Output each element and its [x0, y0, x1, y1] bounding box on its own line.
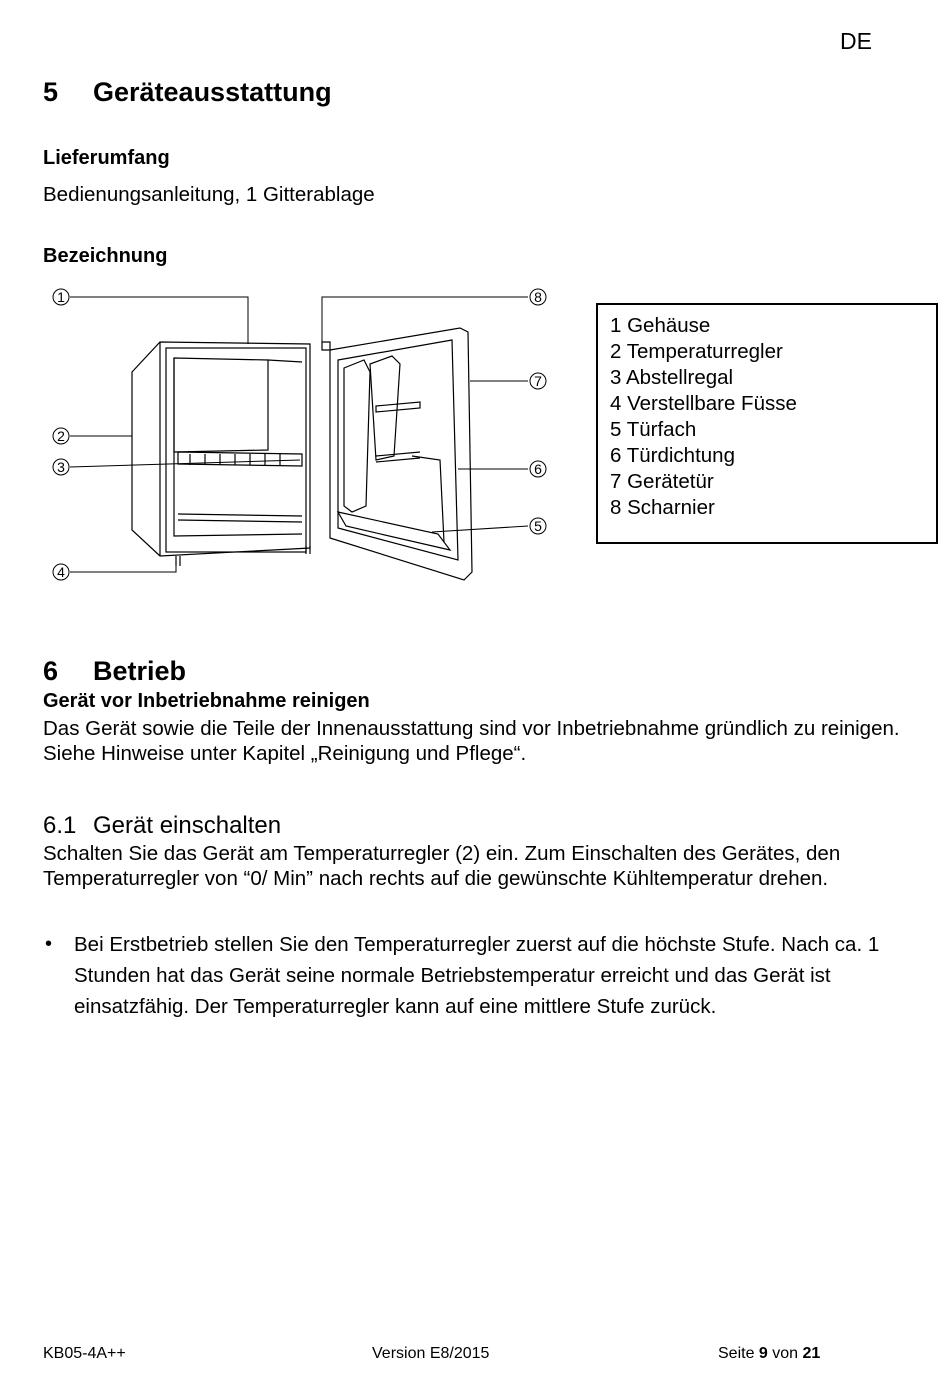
switch-on-paragraph: Schalten Sie das Gerät am Temperaturregler (2) ein. Zum Einschalten des Gerätes, den Temperaturregler von “0/ Min” nach rechts auf die gewünschte Kühltemperatur drehen. — [43, 842, 841, 890]
legend-item: 3 Abstellregal — [610, 366, 734, 389]
fridge-door-drawing — [322, 328, 472, 580]
callout-leader-lines — [70, 297, 528, 572]
callout-4-label: 4 — [57, 564, 65, 580]
cleaning-subheading: Gerät vor Inbetriebnahme reinigen — [43, 690, 370, 712]
legend-item: 1 Gehäuse — [610, 314, 711, 337]
callout-6-label: 6 — [534, 461, 542, 477]
section-title: Geräteausstattung — [93, 77, 332, 107]
page-mid: von — [767, 1345, 803, 1362]
legend-item: 8 Scharnier — [610, 496, 715, 519]
footer-model: KB05-4A++ — [43, 1345, 126, 1362]
language-code: DE — [840, 28, 872, 54]
bullet-icon: • — [45, 933, 53, 955]
fridge-diagram — [40, 280, 570, 590]
legend-item: 2 Temperaturregler — [610, 340, 783, 363]
section-title: Betrieb — [93, 656, 187, 686]
callout-2-label: 2 — [57, 428, 65, 444]
bezeichnung-heading: Bezeichnung — [43, 245, 168, 267]
section-title: Gerät einschalten — [93, 812, 282, 839]
section-6-1-heading — [43, 812, 281, 840]
legend-item: 6 Türdichtung — [610, 444, 735, 467]
page-current: 9 — [758, 1345, 768, 1362]
part-legend-box — [596, 303, 938, 544]
legend-item: 4 Verstellbare Füsse — [610, 392, 797, 415]
section-6-heading — [43, 656, 186, 687]
callout-3-label: 3 — [57, 459, 65, 475]
section-number: 6 — [43, 656, 59, 686]
callout-1-label: 1 — [57, 289, 65, 305]
legend-item: 5 Türfach — [610, 418, 697, 441]
callout-8-label: 8 — [534, 289, 542, 305]
footer-version: Version E8/2015 — [372, 1345, 490, 1362]
page-prefix: Seite — [718, 1345, 759, 1362]
section-number: 6.1 — [43, 812, 77, 839]
fridge-cabinet-drawing — [132, 342, 310, 566]
section-5-heading — [43, 77, 332, 108]
callout-markers — [53, 289, 546, 580]
lieferumfang-text: Bedienungsanleitung, 1 Gitterablage — [43, 183, 375, 206]
callout-7-label: 7 — [534, 373, 542, 389]
lieferumfang-heading: Lieferumfang — [43, 147, 170, 169]
page-total: 21 — [802, 1345, 821, 1362]
callout-5-label: 5 — [534, 518, 542, 534]
cleaning-paragraph: Das Gerät sowie die Teile der Innenausstattung sind vor Inbetriebnahme gründlich zu reinigen. Siehe Hinweise unter Kapitel „Reinigung und Pflege“. — [43, 717, 900, 765]
footer-page-number — [718, 1345, 820, 1363]
bullet-text: Bei Erstbetrieb stellen Sie den Temperaturregler zuerst auf die höchste Stufe. Nach ca. 1 Stunden hat das Gerät seine normale Betriebstemperatur erreicht und das Gerät ist einsatzfähig. Der Temperaturregler kann auf eine mittlere Stufe zurück. — [74, 933, 880, 1018]
section-number: 5 — [43, 77, 59, 107]
legend-item: 7 Gerätetür — [610, 470, 714, 493]
